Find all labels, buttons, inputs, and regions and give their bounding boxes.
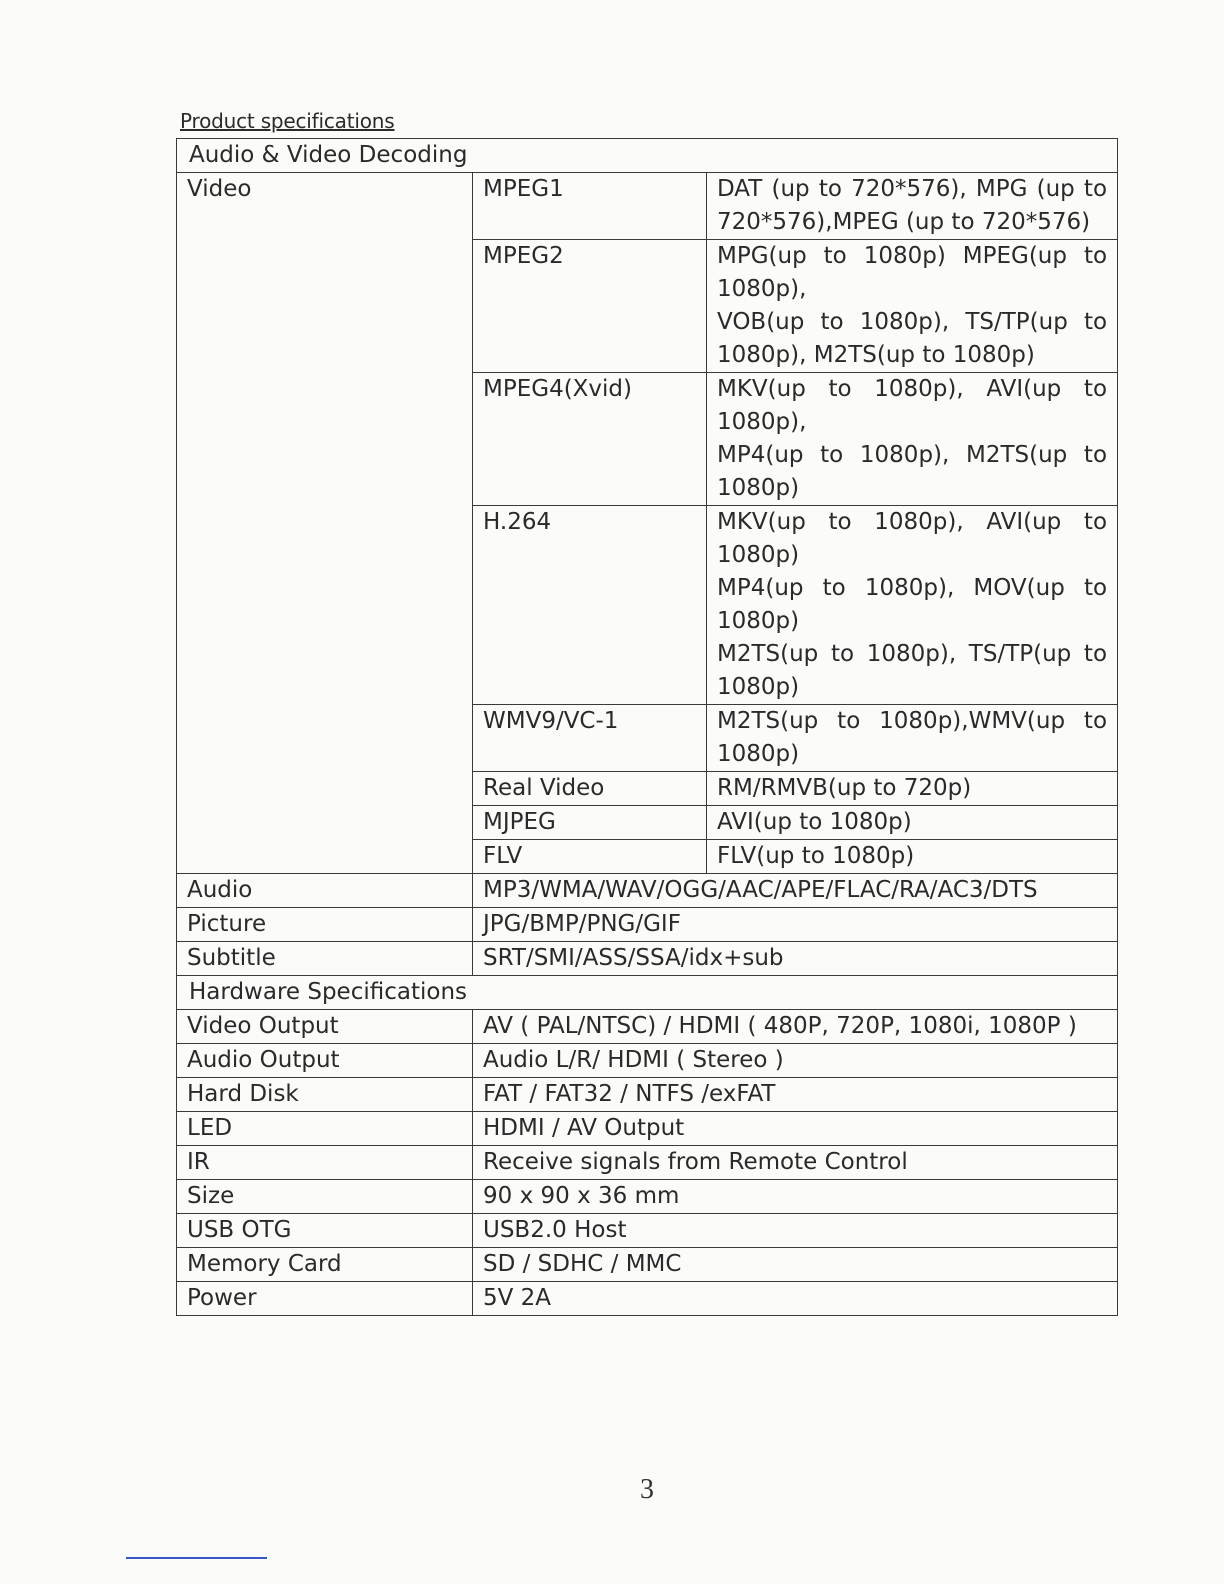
row-value: MP3/WMA/WAV/OGG/AAC/APE/FLAC/RA/AC3/DTS <box>473 874 1118 908</box>
row-label: Size <box>177 1180 473 1214</box>
row-value: AV ( PAL/NTSC) / HDMI ( 480P, 720P, 1080i, 1080P ) <box>473 1010 1118 1044</box>
row-value: JPG/BMP/PNG/GIF <box>473 908 1118 942</box>
section-heading: Audio & Video Decoding <box>177 139 1118 173</box>
row-value: 5V 2A <box>473 1282 1118 1316</box>
codec-formats <box>707 840 1118 874</box>
row-label: Picture <box>177 908 473 942</box>
format-line: DAT (up to 720*576), MPG (up to 720*576),MPEG (up to 720*576) <box>717 176 1108 235</box>
section-row-av-decoding <box>177 139 1118 173</box>
table-row <box>177 1248 1118 1282</box>
codec-name: MPEG1 <box>473 173 707 240</box>
codec-formats <box>707 173 1118 240</box>
row-label: Power <box>177 1282 473 1316</box>
codec-name: WMV9/VC-1 <box>473 705 707 772</box>
format-line: MP4(up to 1080p), M2TS(up to 1080p) <box>717 442 1108 501</box>
table-row <box>177 1146 1118 1180</box>
row-label: LED <box>177 1112 473 1146</box>
codec-name: MPEG4(Xvid) <box>473 373 707 506</box>
row-label: USB OTG <box>177 1214 473 1248</box>
format-line: RM/RMVB(up to 720p) <box>717 775 972 801</box>
table-row <box>177 1112 1118 1146</box>
table-row <box>177 1044 1118 1078</box>
format-line: M2TS(up to 1080p), TS/TP(up to 1080p) <box>717 641 1108 700</box>
table-row <box>177 1180 1118 1214</box>
section-row-hardware <box>177 976 1118 1010</box>
format-line: MKV(up to 1080p), AVI(up to 1080p) <box>717 509 1108 568</box>
format-line: AVI(up to 1080p) <box>717 809 912 835</box>
row-value: Receive signals from Remote Control <box>473 1146 1118 1180</box>
row-label: Memory Card <box>177 1248 473 1282</box>
document-title: Product specifications <box>180 109 395 133</box>
table-row <box>177 942 1118 976</box>
row-label: Audio <box>177 874 473 908</box>
row-label: Video Output <box>177 1010 473 1044</box>
row-value: FAT / FAT32 / NTFS /exFAT <box>473 1078 1118 1112</box>
table-row <box>177 1282 1118 1316</box>
codec-name: FLV <box>473 840 707 874</box>
codec-formats <box>707 705 1118 772</box>
row-value: SD / SDHC / MMC <box>473 1248 1118 1282</box>
table-row <box>177 908 1118 942</box>
codec-name: H.264 <box>473 506 707 705</box>
codec-name: Real Video <box>473 772 707 806</box>
codec-name: MJPEG <box>473 806 707 840</box>
row-label: Hard Disk <box>177 1078 473 1112</box>
row-value: 90 x 90 x 36 mm <box>473 1180 1118 1214</box>
codec-formats <box>707 373 1118 506</box>
section-heading: Hardware Specifications <box>177 976 1118 1010</box>
table-row <box>177 1010 1118 1044</box>
table-row <box>177 1214 1118 1248</box>
row-value: Audio L/R/ HDMI ( Stereo ) <box>473 1044 1118 1078</box>
codec-name: MPEG2 <box>473 240 707 373</box>
table-row <box>177 874 1118 908</box>
row-label: Subtitle <box>177 942 473 976</box>
row-label: Audio Output <box>177 1044 473 1078</box>
row-value: USB2.0 Host <box>473 1214 1118 1248</box>
spec-table <box>176 138 1118 1316</box>
codec-formats <box>707 240 1118 373</box>
format-line: MKV(up to 1080p), AVI(up to 1080p), <box>717 376 1108 435</box>
page-number: 3 <box>640 1474 654 1505</box>
codec-formats <box>707 506 1118 705</box>
format-line: MP4(up to 1080p), MOV(up to 1080p) <box>717 575 1108 634</box>
row-value: SRT/SMI/ASS/SSA/idx+sub <box>473 942 1118 976</box>
table-row <box>177 173 1118 240</box>
format-line: FLV(up to 1080p) <box>717 843 915 869</box>
row-label-video: Video <box>177 173 473 874</box>
codec-formats <box>707 772 1118 806</box>
row-label: IR <box>177 1146 473 1180</box>
format-line: VOB(up to 1080p), TS/TP(up to 1080p), M2TS(up to 1080p) <box>717 309 1108 368</box>
format-line: MPG(up to 1080p) MPEG(up to 1080p), <box>717 243 1108 302</box>
format-line: M2TS(up to 1080p),WMV(up to 1080p) <box>717 708 1108 767</box>
codec-formats <box>707 806 1118 840</box>
row-value: HDMI / AV Output <box>473 1112 1118 1146</box>
footer-rule <box>126 1557 267 1559</box>
table-row <box>177 1078 1118 1112</box>
